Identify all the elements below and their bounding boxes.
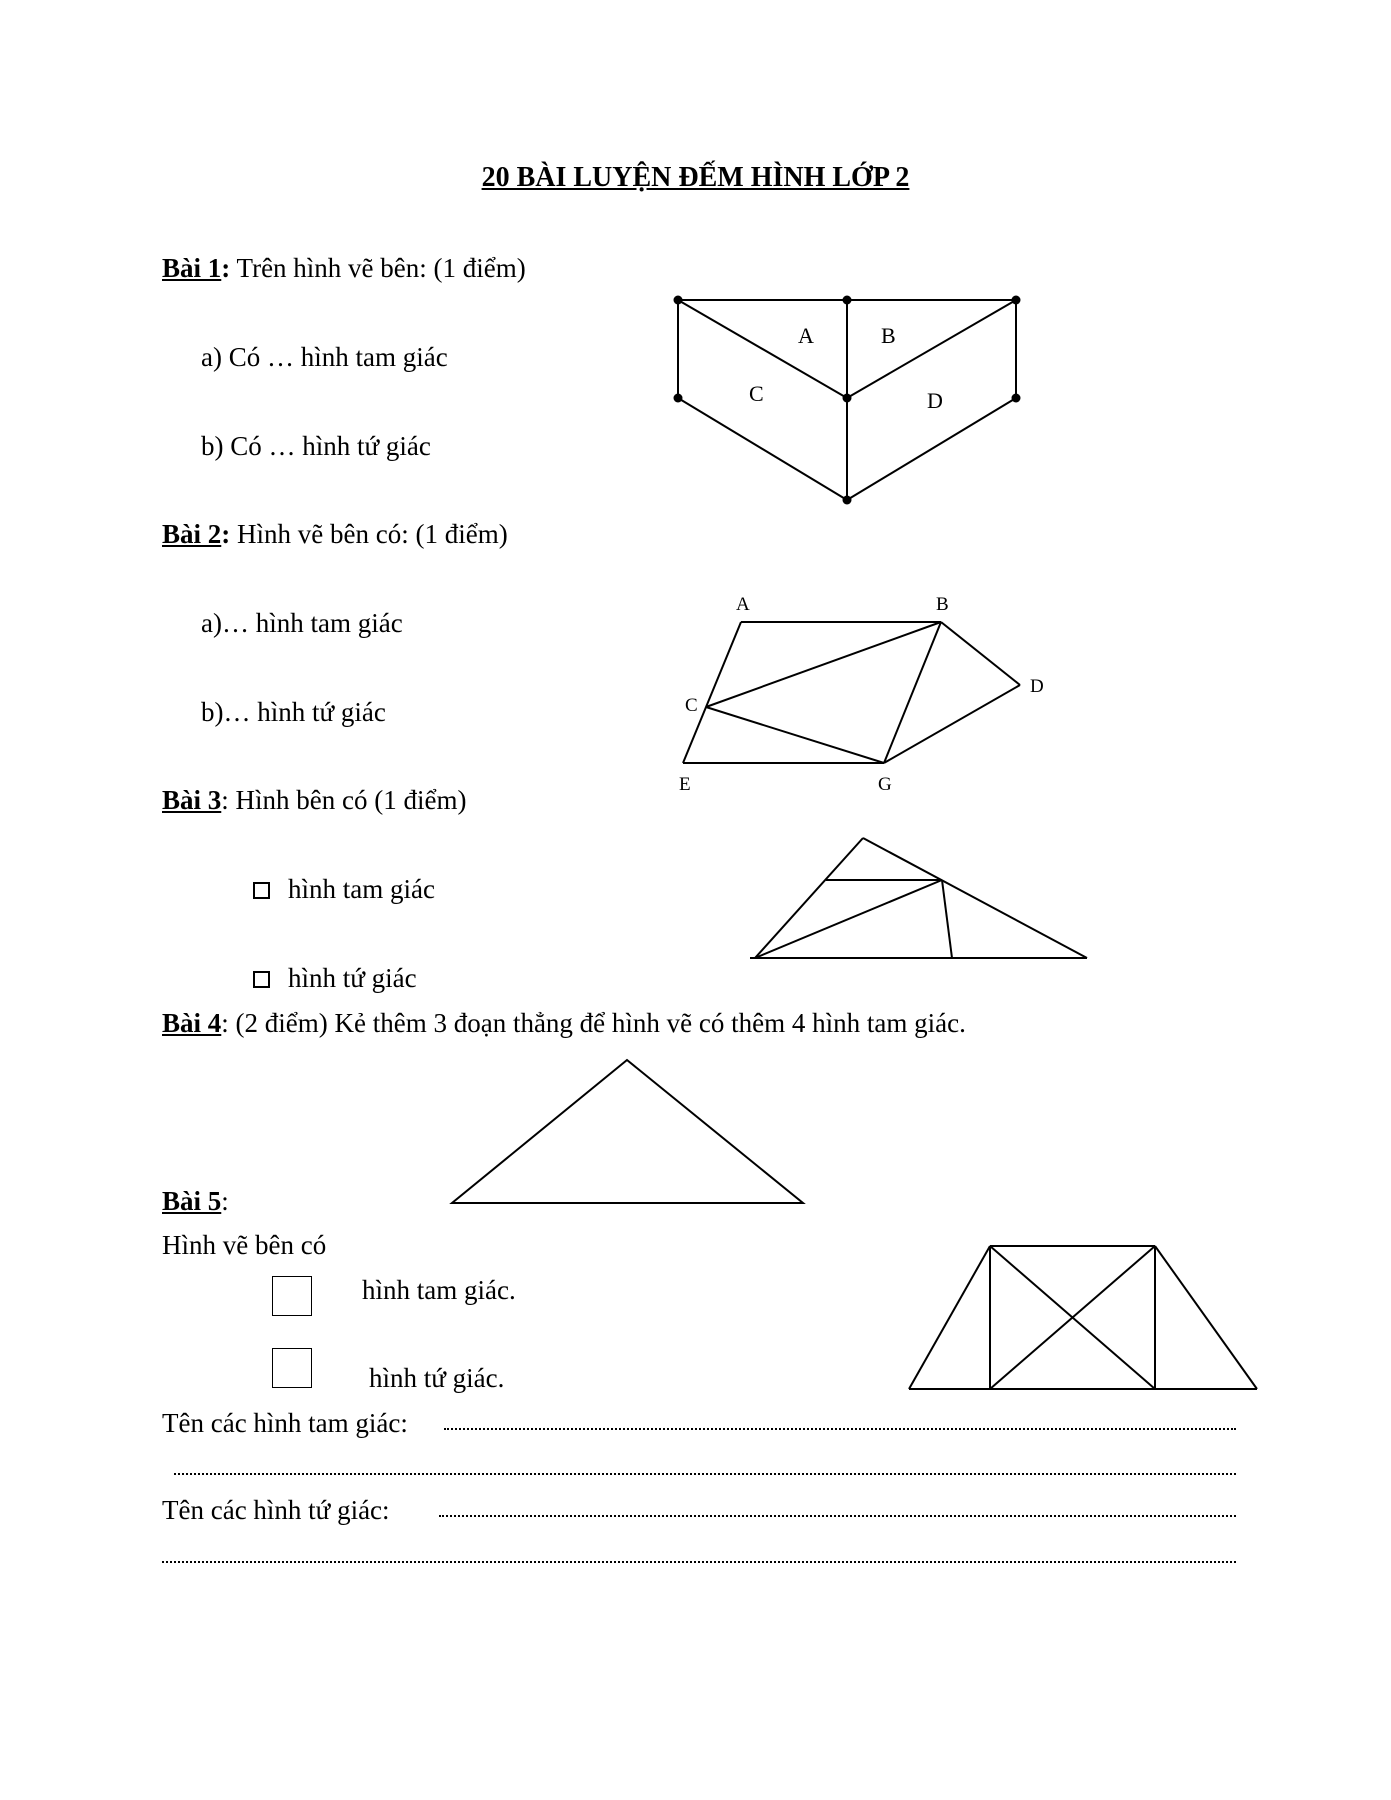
bai3-option-quad-label: hình tứ giác	[288, 963, 417, 993]
figure-bai1	[674, 296, 1021, 505]
bai5-text: :	[221, 1186, 229, 1216]
bai4-text: : (2 điểm) Kẻ thêm 3 đoạn thẳng để hình vẽ có thêm 4 hình tam giác.	[221, 1008, 966, 1038]
bai3-label: Bài 3	[162, 785, 222, 815]
fig1-label-d: D	[927, 388, 943, 413]
bai1-question-b: b) Có … hình tứ giác	[201, 431, 431, 461]
bai5-label: Bài 5	[162, 1186, 222, 1216]
bai3-text: : Hình bên có (1 điểm)	[221, 785, 467, 815]
bai2-label: Bài 2	[162, 519, 222, 549]
fig1-label-a: A	[798, 323, 814, 348]
fig2-label-e: E	[679, 774, 691, 795]
page-title: 20 BÀI LUYỆN ĐẾM HÌNH LỚP 2	[481, 162, 910, 193]
fig2-label-a: A	[736, 594, 750, 615]
tri-names-label: Tên các hình tam giác:	[162, 1408, 408, 1438]
bai2-question-b: b)… hình tứ giác	[201, 697, 386, 727]
bai5-answer-quad-label: hình tứ giác.	[369, 1363, 505, 1393]
bai4-label: Bài 4	[162, 1008, 222, 1038]
figure-bai3	[750, 838, 1087, 958]
fig2-label-b: B	[936, 594, 949, 615]
figure-bai4	[452, 1060, 803, 1203]
figure-bai5	[909, 1246, 1257, 1389]
bai1-colon: :	[221, 253, 231, 283]
fig1-label-c: C	[749, 381, 764, 406]
bai2-text: Hình vẽ bên có: (1 điểm)	[230, 519, 508, 549]
fig1-label-b: B	[881, 323, 896, 348]
bai3-option-triangle-label: hình tam giác	[288, 874, 435, 904]
fig2-label-c: C	[685, 695, 698, 716]
bai1-question-a: a) Có … hình tam giác	[201, 342, 448, 372]
fig2-label-d: D	[1030, 676, 1044, 697]
fig2-label-g: G	[878, 774, 892, 795]
bai2-colon: :	[221, 519, 231, 549]
bai1-label: Bài 1	[162, 253, 222, 283]
bai2-question-a: a)… hình tam giác	[201, 608, 403, 638]
quad-names-label: Tên các hình tứ giác:	[162, 1495, 390, 1525]
figure-bai2	[679, 594, 1044, 795]
bai1-text: Trên hình vẽ bên: (1 điểm)	[230, 253, 526, 283]
bai5-answer-triangle-label: hình tam giác.	[362, 1275, 516, 1305]
bai5-intro: Hình vẽ bên có	[162, 1230, 327, 1260]
